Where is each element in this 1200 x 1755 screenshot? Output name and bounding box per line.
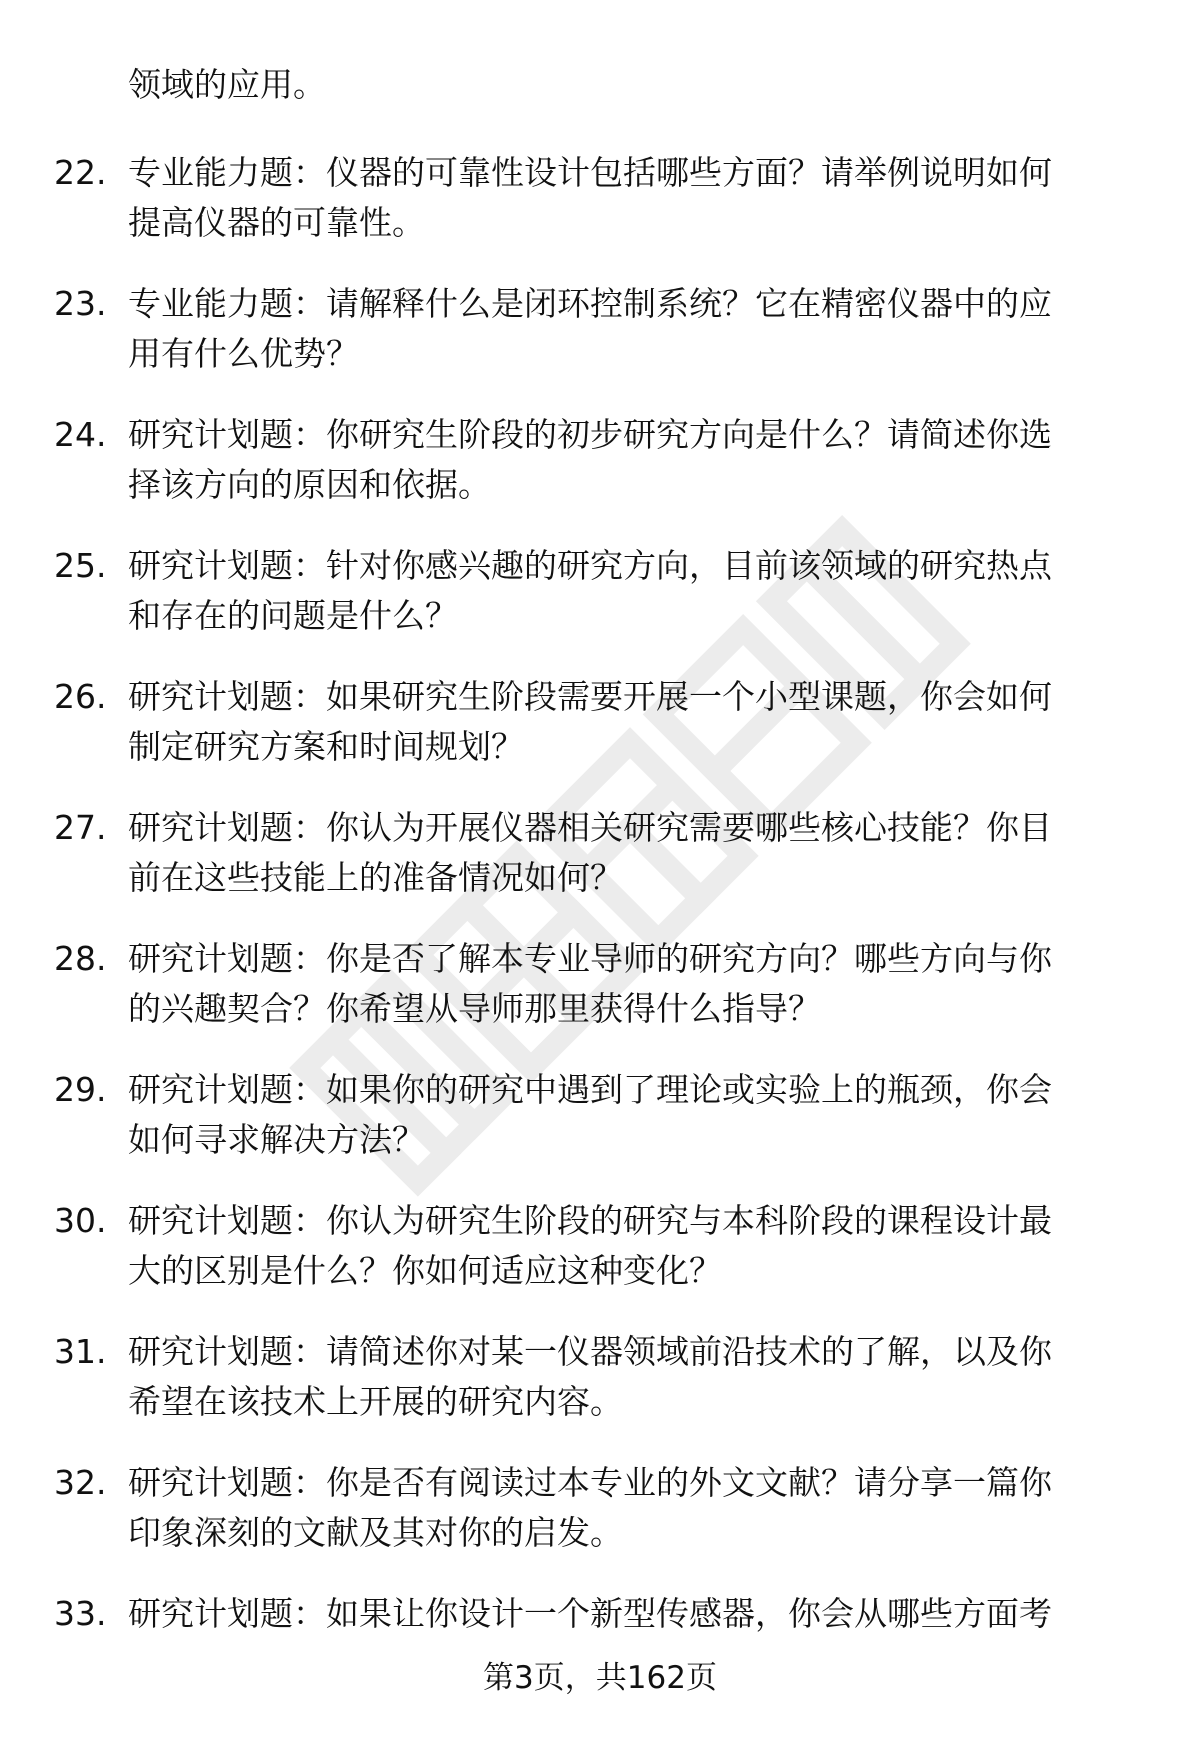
list-item [0, 1327, 1200, 1458]
item-number: 30. [54, 1201, 107, 1240]
item-text-line-2: 提高仪器的可靠性。 [128, 203, 425, 242]
list-item [0, 279, 1200, 410]
list-item [0, 541, 1200, 672]
item-number: 26. [54, 677, 107, 716]
item-text-line-2: 希望在该技术上开展的研究内容。 [128, 1382, 623, 1421]
list-item [0, 1589, 1200, 1720]
item-text-line-2: 前在这些技能上的准备情况如何？ [128, 858, 623, 897]
question-list [0, 148, 1200, 1720]
list-item [0, 410, 1200, 541]
item-text-line-2: 用有什么优势？ [128, 334, 359, 373]
item-text-line-1: 研究计划题：如果研究生阶段需要开展一个小型课题，你会如何 [128, 677, 1052, 716]
item-text-line-1: 研究计划题：如果让你设计一个新型传感器，你会从哪些方面考 [128, 1594, 1052, 1633]
item-text-line-1: 研究计划题：你是否有阅读过本专业的外文文献？请分享一篇你 [128, 1463, 1052, 1502]
item-number: 23. [54, 284, 107, 323]
list-item [0, 1458, 1200, 1589]
list-item [0, 934, 1200, 1065]
continuation-text: 领域的应用。 [128, 65, 326, 104]
item-text-line-2: 如何寻求解决方法？ [128, 1120, 425, 1159]
item-number: 32. [54, 1463, 107, 1502]
item-number: 33. [54, 1594, 107, 1633]
item-text-line-1: 研究计划题：针对你感兴趣的研究方向，目前该领域的研究热点 [128, 546, 1052, 585]
page-number-footer: 第3页，共162页 [483, 1660, 717, 1696]
item-text-line-2: 择该方向的原因和依据。 [128, 465, 491, 504]
item-text-line-1: 研究计划题：请简述你对某一仪器领域前沿技术的了解，以及你 [128, 1332, 1052, 1371]
item-text-line-2: 的兴趣契合？你希望从导师那里获得什么指导？ [128, 989, 821, 1028]
item-number: 31. [54, 1332, 107, 1371]
item-text-line-1: 专业能力题：请解释什么是闭环控制系统？它在精密仪器中的应 [128, 284, 1052, 323]
list-item [0, 803, 1200, 934]
list-item [0, 1196, 1200, 1327]
item-number: 22. [54, 153, 107, 192]
item-text-line-1: 研究计划题：你认为研究生阶段的研究与本科阶段的课程设计最 [128, 1201, 1052, 1240]
item-text-line-2: 印象深刻的文献及其对你的启发。 [128, 1513, 623, 1552]
item-text-line-1: 研究计划题：你研究生阶段的初步研究方向是什么？请简述你选 [128, 415, 1052, 454]
item-text-line-1: 研究计划题：如果你的研究中遇到了理论或实验上的瓶颈，你会 [128, 1070, 1052, 1109]
item-number: 25. [54, 546, 107, 585]
item-text-line-2: 和存在的问题是什么？ [128, 596, 458, 635]
list-item [0, 1065, 1200, 1196]
item-number: 27. [54, 808, 107, 847]
list-item [0, 148, 1200, 279]
item-number: 28. [54, 939, 107, 978]
item-number: 29. [54, 1070, 107, 1109]
item-text-line-2: 制定研究方案和时间规划？ [128, 727, 524, 766]
item-text-line-1: 研究计划题：你认为开展仪器相关研究需要哪些核心技能？你目 [128, 808, 1052, 847]
item-text-line-1: 研究计划题：你是否了解本专业导师的研究方向？哪些方向与你 [128, 939, 1052, 978]
list-item [0, 672, 1200, 803]
item-text-line-1: 专业能力题：仪器的可靠性设计包括哪些方面？请举例说明如何 [128, 153, 1052, 192]
item-text-line-2: 大的区别是什么？你如何适应这种变化？ [128, 1251, 722, 1290]
item-number: 24. [54, 415, 107, 454]
